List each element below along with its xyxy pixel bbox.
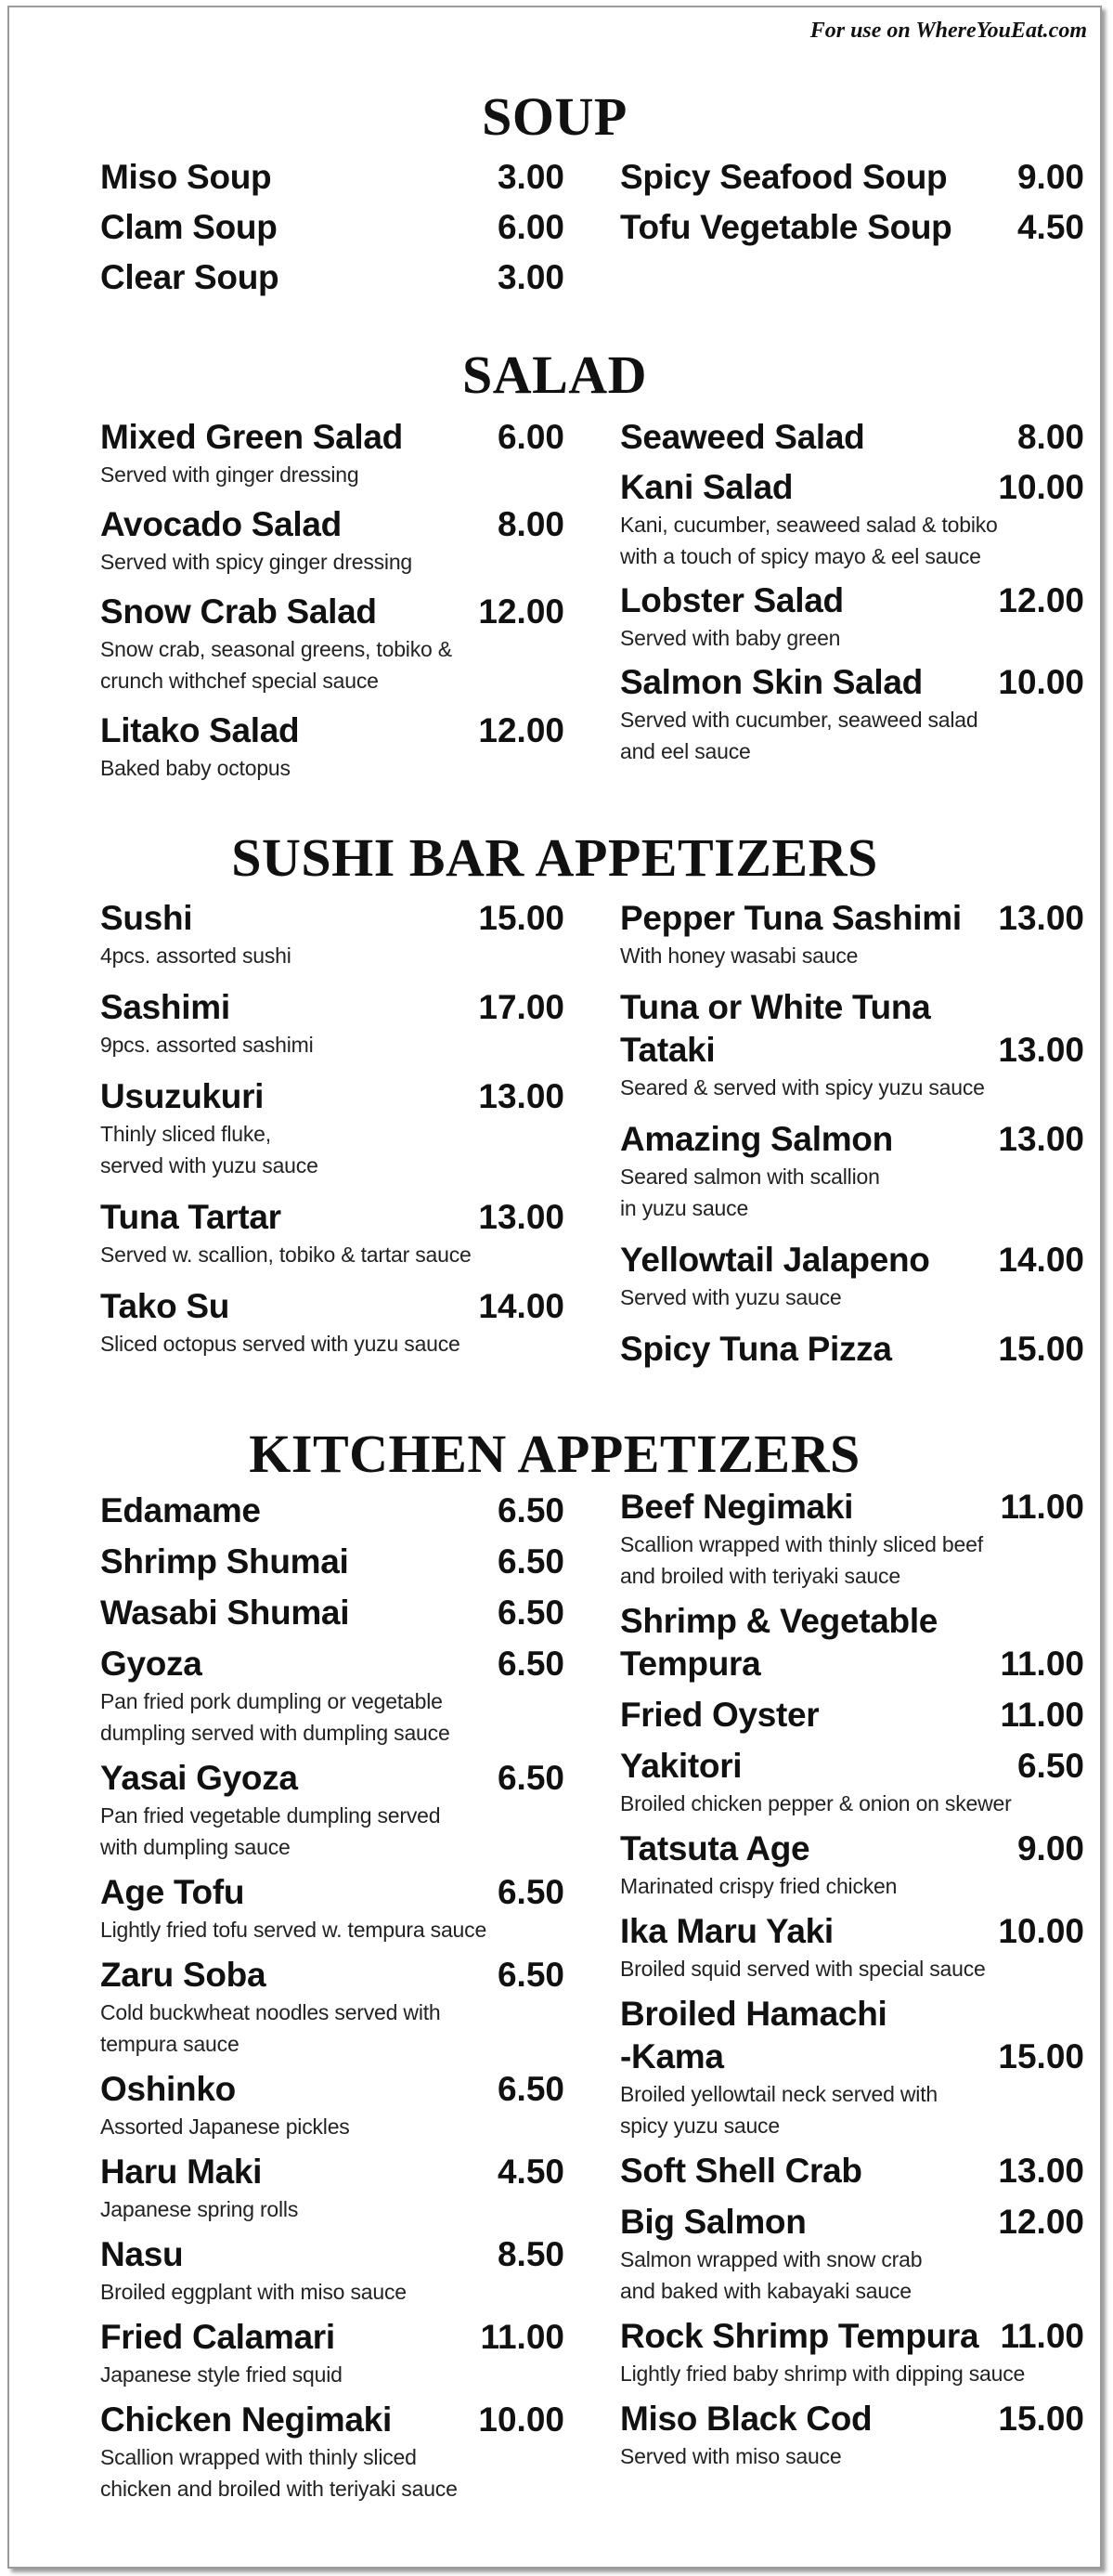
menu-item-name: Shrimp Shumai [100,1542,349,1581]
menu-item-row [100,503,564,546]
menu-item [100,1592,564,1634]
menu-item-row [620,2201,1084,2244]
menu-item-row [620,1239,1084,1281]
menu-item [100,256,564,299]
menu-item [100,1643,564,1749]
menu-item-name: Tempura [620,1645,761,1683]
menu-item-row [620,1328,1084,1371]
menu-item-description: Broiled squid served with special sauce [620,1957,986,1981]
menu-item-price: 13.00 [478,1077,564,1115]
menu-item-row [100,2068,564,2111]
menu-item-row [620,156,1084,199]
menu-item [620,2150,1084,2192]
menu-item-description: Japanese style fried squid [100,2362,343,2387]
menu-item-price: 4.50 [497,2153,564,2191]
menu-item-row [620,2315,1084,2358]
menu-item-price: 17.00 [478,988,564,1026]
menu-item-row [100,2233,564,2276]
menu-item-name: Tuna Tartar [100,1198,281,1236]
menu-item [620,156,1084,199]
menu-item-price: 13.00 [478,1198,564,1236]
section-title-sushi-bar: SUSHI BAR APPETIZERS [231,827,878,888]
menu-item-price: 10.00 [998,663,1084,701]
menu-item-row [100,2399,564,2441]
menu-item-price: 8.00 [1016,418,1084,456]
menu-item-row [620,1828,1084,1870]
menu-item-name: Snow Crab Salad [100,592,377,631]
menu-item-row [100,1541,564,1583]
menu-item-description: Pan fried pork dumpling or vegetable [100,1689,443,1713]
menu-item-row [620,416,1084,459]
menu-item-description: Broiled eggplant with miso sauce [100,2280,407,2304]
menu-item [100,1757,564,1863]
menu-item-row [620,1118,1084,1161]
menu-item-price: 6.50 [1016,1747,1084,1785]
menu-item-price: 3.00 [497,258,564,296]
menu-item-name: Lobster Salad [620,581,844,619]
menu-item [620,1828,1084,1902]
menu-item-price: 11.00 [1000,2317,1084,2355]
menu-item-row [620,579,1084,622]
menu-item-row [100,206,564,249]
menu-item-name: Haru Maki [100,2153,263,2191]
menu-item-description: Seared salmon with scallion [620,1164,880,1189]
menu-item [620,416,1084,459]
menu-item-description: Sliced octopus served with yuzu sauce [100,1332,460,1356]
menu-item [620,897,1084,971]
menu-item [620,1328,1084,1371]
menu-item [620,986,1084,1103]
menu-item-price: 6.50 [497,1873,564,1911]
menu-item-price: 11.00 [1000,1696,1084,1734]
section-title-kitchen: KITCHEN APPETIZERS [249,1424,861,1484]
menu-item-row [100,1285,564,1328]
menu-item-name: Gyoza [100,1645,202,1683]
menu-item [100,1541,564,1583]
menu-item-name: Sashimi [100,988,230,1026]
menu-item [100,1954,564,2060]
section-title-soup: SOUP [482,86,628,147]
sushi-bar-left-column [100,897,564,1374]
menu-item-name: Clear Soup [100,258,279,296]
menu-item-name: Edamame [100,1491,261,1529]
menu-item-description: Marinated crispy fried chicken [620,1874,898,1898]
menu-item-description: Served with ginger dressing [100,462,359,487]
menu-item [620,466,1084,572]
menu-item-description: served with yuzu sauce [100,1153,318,1177]
menu-item-price: 10.00 [998,468,1084,506]
menu-item-name: Yellowtail Jalapeno [620,1241,930,1279]
menu-item-name: Chicken Negimaki [100,2400,392,2439]
menu-item-description: 9pcs. assorted sashimi [100,1033,314,1057]
menu-item [620,2201,1084,2307]
menu-item-row [620,1486,1084,1529]
menu-item [100,1075,564,1181]
menu-item [100,2316,564,2390]
menu-item [100,2233,564,2308]
menu-item-name: Spicy Tuna Pizza [620,1330,892,1368]
menu-item-name: Sushi [100,899,193,937]
salad-right-column [620,416,1084,774]
menu-item [100,503,564,578]
menu-item [100,206,564,249]
menu-item-name: Rock Shrimp Tempura [620,2317,979,2355]
menu-item-description: Kani, cucumber, seaweed salad & tobiko [620,513,998,537]
menu-item-description: Broiled chicken pepper & onion on skewer [620,1791,1012,1815]
menu-item-price: 12.00 [478,592,564,631]
menu-item-name: Amazing Salmon [620,1120,893,1158]
menu-item-name: -Kama [620,2037,724,2075]
menu-item-description: Pan fried vegetable dumpling served [100,1803,441,1828]
menu-item-name: Oshinko [100,2070,236,2108]
menu-item-name: Yasai Gyoza [100,1759,298,1797]
menu-item-description: tempura sauce [100,2032,239,2056]
menu-item-row [100,256,564,299]
menu-item [620,1118,1084,1224]
menu-item-row [620,2036,1084,2078]
menu-item-name: Kani Salad [620,468,794,506]
menu-item-description: Served with cucumber, seaweed salad [620,708,978,732]
soup-right-column [620,156,1084,256]
menu-item-price: 12.00 [998,581,1084,619]
menu-item-price: 6.50 [497,1594,564,1632]
menu-item-row [100,591,564,633]
menu-item-name: Fried Calamari [100,2318,335,2356]
menu-item-price: 6.50 [497,1759,564,1797]
menu-item-description: Cold buckwheat noodles served with [100,2000,441,2024]
menu-item-price: 12.00 [478,711,564,749]
menu-item-name: Tatsuta Age [620,1829,810,1867]
menu-item [100,416,564,490]
menu-item-row [100,156,564,199]
menu-item-row [620,2398,1084,2440]
menu-page [7,6,1102,2569]
menu-item-name: Clam Soup [100,208,278,246]
menu-item [620,1694,1084,1737]
menu-item-name: Big Salmon [620,2203,807,2241]
menu-item-description: crunch withchef special sauce [100,669,379,693]
menu-item-price: 6.50 [497,1645,564,1683]
menu-item-description: Served with baby green [620,626,841,650]
menu-item-description: Japanese spring rolls [100,2197,299,2221]
menu-item-name: Avocado Salad [100,505,342,543]
menu-item [100,1196,564,1270]
menu-item [100,897,564,971]
menu-item-description: with a touch of spicy mayo & eel sauce [620,544,981,568]
menu-item-name-line1: Broiled Hamachi [620,1995,887,2033]
menu-item-price: 10.00 [478,2400,564,2439]
menu-item-description: and eel sauce [620,739,751,763]
menu-item [100,1285,564,1360]
menu-item-name: Usuzukuri [100,1077,265,1115]
section-title-salad: SALAD [461,345,648,405]
menu-item-row [100,1954,564,1997]
menu-item-name: Wasabi Shumai [100,1594,350,1632]
menu-item-name-line1: Shrimp & Vegetable [620,1602,938,1640]
menu-item-row [620,1910,1084,1953]
menu-item-price: 13.00 [998,899,1084,937]
menu-item-description: Thinly sliced fluke, [100,1122,271,1146]
menu-item-description: Scallion wrapped with thinly sliced beef [620,1532,983,1556]
menu-item [100,1871,564,1945]
kitchen-right-column [620,1486,1084,2480]
menu-item-row [620,1694,1084,1737]
menu-item-description: Scallion wrapped with thinly sliced [100,2445,417,2469]
menu-item-name: Tako Su [100,1287,230,1325]
menu-item-price: 3.00 [497,158,564,196]
menu-item-row [100,897,564,940]
menu-item-price: 14.00 [998,1241,1084,1279]
menu-item-description: chicken and broiled with teriyaki sauce [100,2477,458,2501]
menu-item-description: in yuzu sauce [620,1196,749,1220]
menu-item-name: Pepper Tuna Sashimi [620,899,962,937]
menu-item [100,2151,564,2225]
menu-item-price: 6.50 [497,1956,564,1994]
menu-item-price: 4.50 [1016,208,1084,246]
menu-item [100,591,564,696]
menu-item-name: Yakitori [620,1747,743,1785]
menu-item-price: 15.00 [478,899,564,937]
menu-item-name: Ika Maru Yaki [620,1912,834,1950]
menu-item-price: 15.00 [998,2400,1084,2438]
menu-item-price: 9.00 [1016,1829,1084,1867]
menu-item-price: 8.50 [497,2235,564,2273]
menu-item [620,2315,1084,2389]
menu-item-description: Lightly fried baby shrimp with dipping sauce [620,2361,1026,2386]
menu-item-price: 6.00 [497,418,564,456]
sushi-bar-right-column [620,897,1084,1386]
menu-item-row [100,1757,564,1800]
menu-item-price: 8.00 [497,505,564,543]
menu-item-price: 6.50 [497,1542,564,1581]
menu-item-description: Baked baby octopus [100,756,291,780]
menu-item-row [100,1196,564,1239]
menu-item [620,579,1084,654]
menu-item-description: Broiled yellowtail neck served with [620,2082,938,2106]
menu-item-row [620,1029,1084,1072]
menu-item-price: 13.00 [998,1031,1084,1069]
menu-item [100,2399,564,2504]
menu-item-price: 13.00 [998,2152,1084,2190]
soup-left-column [100,156,564,306]
menu-item-name: Litako Salad [100,711,300,749]
menu-item-price: 15.00 [998,2037,1084,2075]
menu-item-description: and baked with kabayaki sauce [620,2279,912,2303]
watermark-text: For use on WhereYouEat.com [809,19,1087,43]
menu-item-row [100,1592,564,1634]
menu-item-price: 11.00 [1000,1645,1084,1683]
menu-item-price: 6.50 [497,1491,564,1529]
menu-item-name: Tataki [620,1031,716,1069]
menu-item-description: Served w. scallion, tobiko & tartar sauce [100,1242,472,1267]
menu-item-row [620,2150,1084,2192]
menu-item [620,1239,1084,1313]
menu-item-price: 9.00 [1016,158,1084,196]
menu-item [620,2398,1084,2472]
menu-item-description: Assorted Japanese pickles [100,2114,350,2139]
menu-item-row [100,986,564,1029]
menu-item-name-line1: Tuna or White Tuna [620,988,931,1026]
menu-item-description: Served with miso sauce [620,2444,842,2468]
menu-item-name: Soft Shell Crab [620,2152,862,2190]
menu-item-row [100,1490,564,1532]
menu-item-name: Nasu [100,2235,184,2273]
menu-item-row [100,1075,564,1118]
menu-item-name: Fried Oyster [620,1696,820,1734]
menu-item-name: Tofu Vegetable Soup [620,208,952,246]
menu-item-price: 11.00 [1000,1488,1084,1526]
menu-item-name: Salmon Skin Salad [620,663,923,701]
menu-item-price: 11.00 [480,2318,564,2356]
menu-item-description: and broiled with teriyaki sauce [620,1564,900,1588]
menu-item-row [100,1871,564,1914]
menu-item-row [100,416,564,459]
menu-item-row [620,466,1084,509]
menu-item-price: 12.00 [998,2203,1084,2241]
menu-item-row [100,709,564,752]
menu-item-price: 15.00 [998,1330,1084,1368]
menu-item [620,1910,1084,1984]
menu-item-name: Miso Soup [100,158,272,196]
menu-item [620,1600,1084,1685]
menu-item-name: Seaweed Salad [620,418,865,456]
menu-item [620,206,1084,249]
menu-item-description: Served with yuzu sauce [620,1285,842,1309]
menu-item-price: 13.00 [998,1120,1084,1158]
menu-item-name: Mixed Green Salad [100,418,403,456]
menu-item-description: Snow crab, seasonal greens, tobiko & [100,637,452,661]
menu-item [100,1490,564,1532]
menu-item-row [100,1643,564,1685]
menu-item [100,709,564,784]
menu-item [100,986,564,1060]
menu-item [620,1486,1084,1592]
menu-item-price: 14.00 [478,1287,564,1325]
menu-item-description: Lightly fried tofu served w. tempura sauce [100,1918,487,1942]
menu-item-description: Salmon wrapped with snow crab [620,2247,923,2271]
menu-item [620,1993,1084,2141]
menu-item-row [620,897,1084,940]
menu-item-price: 10.00 [998,1912,1084,1950]
menu-item-price: 6.50 [497,2070,564,2108]
menu-item-name: Spicy Seafood Soup [620,158,948,196]
menu-item-description: spicy yuzu sauce [620,2114,780,2138]
kitchen-left-column [100,1490,564,2513]
menu-item-description: with dumpling sauce [100,1835,291,1859]
menu-item-row [620,1745,1084,1788]
menu-item-description: With honey wasabi sauce [620,943,859,968]
salad-left-column [100,416,564,797]
menu-item-name: Miso Black Cod [620,2400,873,2438]
menu-item-description: dumpling served with dumpling sauce [100,1721,450,1745]
menu-item-description: Served with spicy ginger dressing [100,550,413,574]
menu-item-price: 6.00 [497,208,564,246]
menu-item-name: Age Tofu [100,1873,245,1911]
menu-item-row [620,661,1084,704]
menu-item-row [100,2316,564,2359]
menu-item [620,661,1084,767]
menu-item [100,2068,564,2142]
menu-item-description: Seared & served with spicy yuzu sauce [620,1075,985,1099]
menu-item-description: 4pcs. assorted sushi [100,943,291,968]
menu-item-name: Beef Negimaki [620,1488,854,1526]
menu-item-row [620,1643,1084,1685]
menu-item [620,1745,1084,1819]
menu-item-row [620,206,1084,249]
menu-item [100,156,564,199]
menu-item-name: Zaru Soba [100,1956,266,1994]
menu-item-row [100,2151,564,2193]
